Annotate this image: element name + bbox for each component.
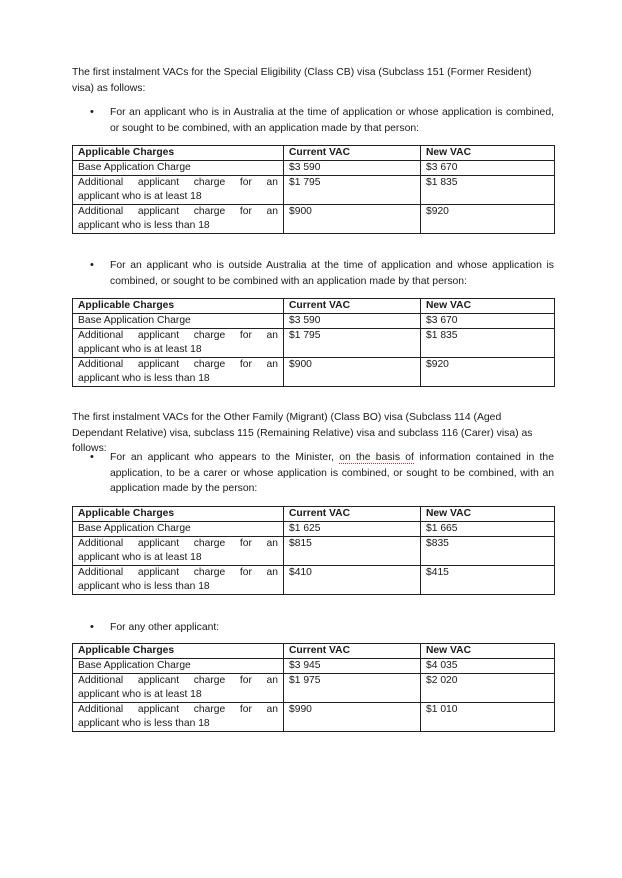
row-label-base: Base Application Charge	[73, 314, 284, 329]
table-header-row	[73, 299, 555, 314]
current-vac-cell: $815	[284, 537, 421, 566]
bullet-text: For any other applicant:	[110, 622, 220, 633]
new-vac-cell: $415	[421, 566, 555, 595]
section2-intro: The first instalment VACs for the Other Family (Migrant) (Class BO) visa (Subclass 114 (Aged Dependant Relative) visa, subclass 115 (Remaining Relative) visa and subclass 116 (Carer) visa) as follows:	[72, 412, 533, 454]
header-current-vac: Current VAC	[284, 146, 421, 161]
table-row	[73, 674, 555, 703]
table-row	[73, 205, 555, 234]
table-header-row	[73, 507, 555, 522]
new-vac-cell: $4 035	[421, 659, 555, 674]
current-vac-cell: $900	[284, 358, 421, 387]
row-label-adult: Additional applicant charge for an applicant who is at least 18	[73, 537, 284, 566]
vac-table-4	[72, 643, 555, 732]
table-row	[73, 659, 555, 674]
table-header-row	[73, 146, 555, 161]
row-label-child: Additional applicant charge for an applicant who is less than 18	[73, 205, 284, 234]
vac-table-2	[72, 298, 555, 387]
current-vac-cell: $900	[284, 205, 421, 234]
header-applicable-charges: Applicable Charges	[73, 644, 284, 659]
bullet-glyph: •	[90, 106, 94, 118]
row-label-base: Base Application Charge	[73, 161, 284, 176]
current-vac-cell: $3 590	[284, 314, 421, 329]
bullet-item	[72, 105, 554, 136]
table-header-row	[73, 644, 555, 659]
table-row	[73, 161, 555, 176]
bullet-item	[72, 258, 554, 289]
new-vac-cell: $1 835	[421, 329, 555, 358]
new-vac-cell: $920	[421, 205, 555, 234]
table-row	[73, 566, 555, 595]
new-vac-cell: $835	[421, 537, 555, 566]
current-vac-cell: $1 795	[284, 176, 421, 205]
bullet-text: For an applicant who appears to the Minister, on the basis of information contained in the application, to be a carer or whose application is combined, or sought to be combined, with an application made by the person:	[110, 452, 554, 494]
bullet-item	[72, 620, 554, 636]
table-row	[73, 329, 555, 358]
row-label-adult: Additional applicant charge for an applicant who is at least 18	[73, 176, 284, 205]
header-new-vac: New VAC	[421, 146, 555, 161]
new-vac-cell: $1 010	[421, 703, 555, 732]
current-vac-cell: $1 625	[284, 522, 421, 537]
row-label-base: Base Application Charge	[73, 522, 284, 537]
new-vac-cell: $920	[421, 358, 555, 387]
new-vac-cell: $3 670	[421, 314, 555, 329]
bullet-item	[72, 450, 554, 497]
current-vac-cell: $3 945	[284, 659, 421, 674]
table-row	[73, 703, 555, 732]
current-vac-cell: $3 590	[284, 161, 421, 176]
vac-table-1	[72, 145, 555, 234]
bullet-glyph: •	[90, 259, 94, 271]
bullet-text: For an applicant who is in Australia at the time of application or whose application is combined, or sought to be combined, with an application made by that person:	[110, 107, 554, 134]
row-label-child: Additional applicant charge for an applicant who is less than 18	[73, 703, 284, 732]
bullet-text: For an applicant who is outside Australia at the time of application and whose application is combined, or sought to be combined with an application made by that person:	[110, 260, 554, 287]
header-current-vac: Current VAC	[284, 299, 421, 314]
table-row	[73, 314, 555, 329]
header-applicable-charges: Applicable Charges	[73, 507, 284, 522]
current-vac-cell: $990	[284, 703, 421, 732]
header-current-vac: Current VAC	[284, 644, 421, 659]
bullet-glyph: •	[90, 451, 94, 463]
current-vac-cell: $410	[284, 566, 421, 595]
header-current-vac: Current VAC	[284, 507, 421, 522]
header-new-vac: New VAC	[421, 507, 555, 522]
current-vac-cell: $1 975	[284, 674, 421, 703]
header-applicable-charges: Applicable Charges	[73, 146, 284, 161]
new-vac-cell: $1 835	[421, 176, 555, 205]
new-vac-cell: $3 670	[421, 161, 555, 176]
current-vac-cell: $1 795	[284, 329, 421, 358]
header-applicable-charges: Applicable Charges	[73, 299, 284, 314]
spellcheck-marked-text: on the basis of	[339, 452, 414, 463]
bullet-glyph: •	[90, 621, 94, 633]
table-row	[73, 522, 555, 537]
row-label-child: Additional applicant charge for an applicant who is less than 18	[73, 358, 284, 387]
row-label-base: Base Application Charge	[73, 659, 284, 674]
new-vac-cell: $1 665	[421, 522, 555, 537]
table-row	[73, 176, 555, 205]
row-label-adult: Additional applicant charge for an applicant who is at least 18	[73, 674, 284, 703]
row-label-adult: Additional applicant charge for an applicant who is at least 18	[73, 329, 284, 358]
header-new-vac: New VAC	[421, 299, 555, 314]
row-label-child: Additional applicant charge for an applicant who is less than 18	[73, 566, 284, 595]
vac-table-3	[72, 506, 555, 595]
table-row	[73, 358, 555, 387]
section1-intro: The first instalment VACs for the Special Eligibility (Class CB) visa (Subclass 151 (Former Resident) visa) as follows:	[72, 67, 532, 94]
header-new-vac: New VAC	[421, 644, 555, 659]
table-row	[73, 537, 555, 566]
new-vac-cell: $2 020	[421, 674, 555, 703]
